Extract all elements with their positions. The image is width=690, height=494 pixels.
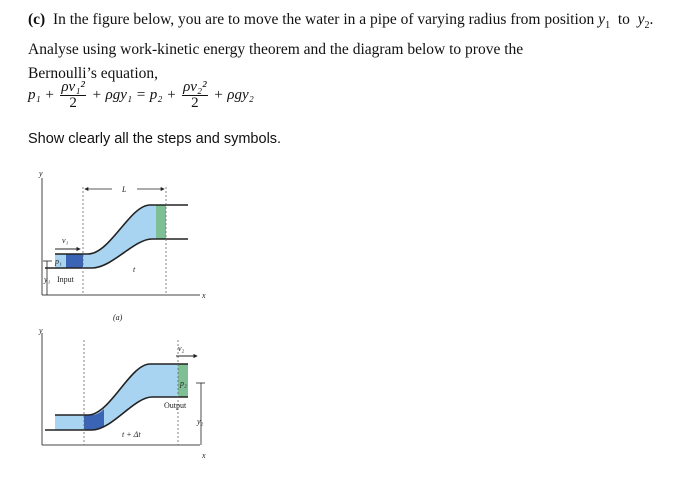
label-output: Output	[164, 401, 187, 410]
label-input: Input	[57, 275, 74, 284]
question-part1: In the figure below, you are to move the water in a pipe of varying radius from position	[52, 11, 595, 28]
eq-mid1: + ρgy₁ = p₂ +	[91, 86, 177, 103]
axis-x-label-b: x	[202, 451, 206, 460]
question-label: (c)	[28, 11, 46, 28]
label-p2: p₂	[180, 379, 187, 388]
panel-b	[38, 326, 206, 460]
eq-frac2-den: 2	[191, 95, 199, 111]
y1-sub: 1	[605, 20, 611, 32]
label-v2: v₂	[178, 344, 185, 353]
eq-p1: p₁ +	[28, 86, 55, 103]
label-L: L	[122, 185, 127, 194]
label-y2: y₂	[197, 417, 204, 426]
label-t-dt: t + Δt	[122, 430, 141, 439]
axis-x-label-a: x	[202, 291, 206, 300]
label-y1: y₁	[44, 275, 51, 284]
eq-frac1-den: 2	[69, 95, 77, 111]
axis-y-label-b: y	[39, 326, 43, 335]
instruction-text: Show clearly all the steps and symbols.	[28, 131, 282, 147]
y1-symbol: y	[598, 11, 606, 28]
label-p1: p₁	[55, 257, 62, 266]
label-t: t	[133, 265, 136, 274]
input-block-a	[66, 254, 83, 268]
axis-y-label-a: y	[39, 169, 43, 178]
y2-sub: 2	[644, 20, 650, 32]
panel-a	[38, 169, 206, 322]
question-part3: Bernoulli’s equation,	[28, 65, 159, 83]
input-block-b	[84, 409, 104, 430]
label-a: (a)	[113, 313, 123, 322]
question-part2: . Analyse using work-kinetic energy theorem and the diagram below to prove the	[28, 11, 654, 59]
eq-mid2: + ρgy₂	[213, 86, 254, 103]
to-word: to	[617, 11, 630, 28]
eq-frac2-num: ρv₂²	[183, 79, 207, 95]
eq-frac1-num: ρv₁²	[61, 79, 85, 95]
output-block-a	[156, 205, 166, 239]
y2-symbol: y	[637, 11, 645, 28]
label-v1: v₁	[62, 236, 69, 245]
